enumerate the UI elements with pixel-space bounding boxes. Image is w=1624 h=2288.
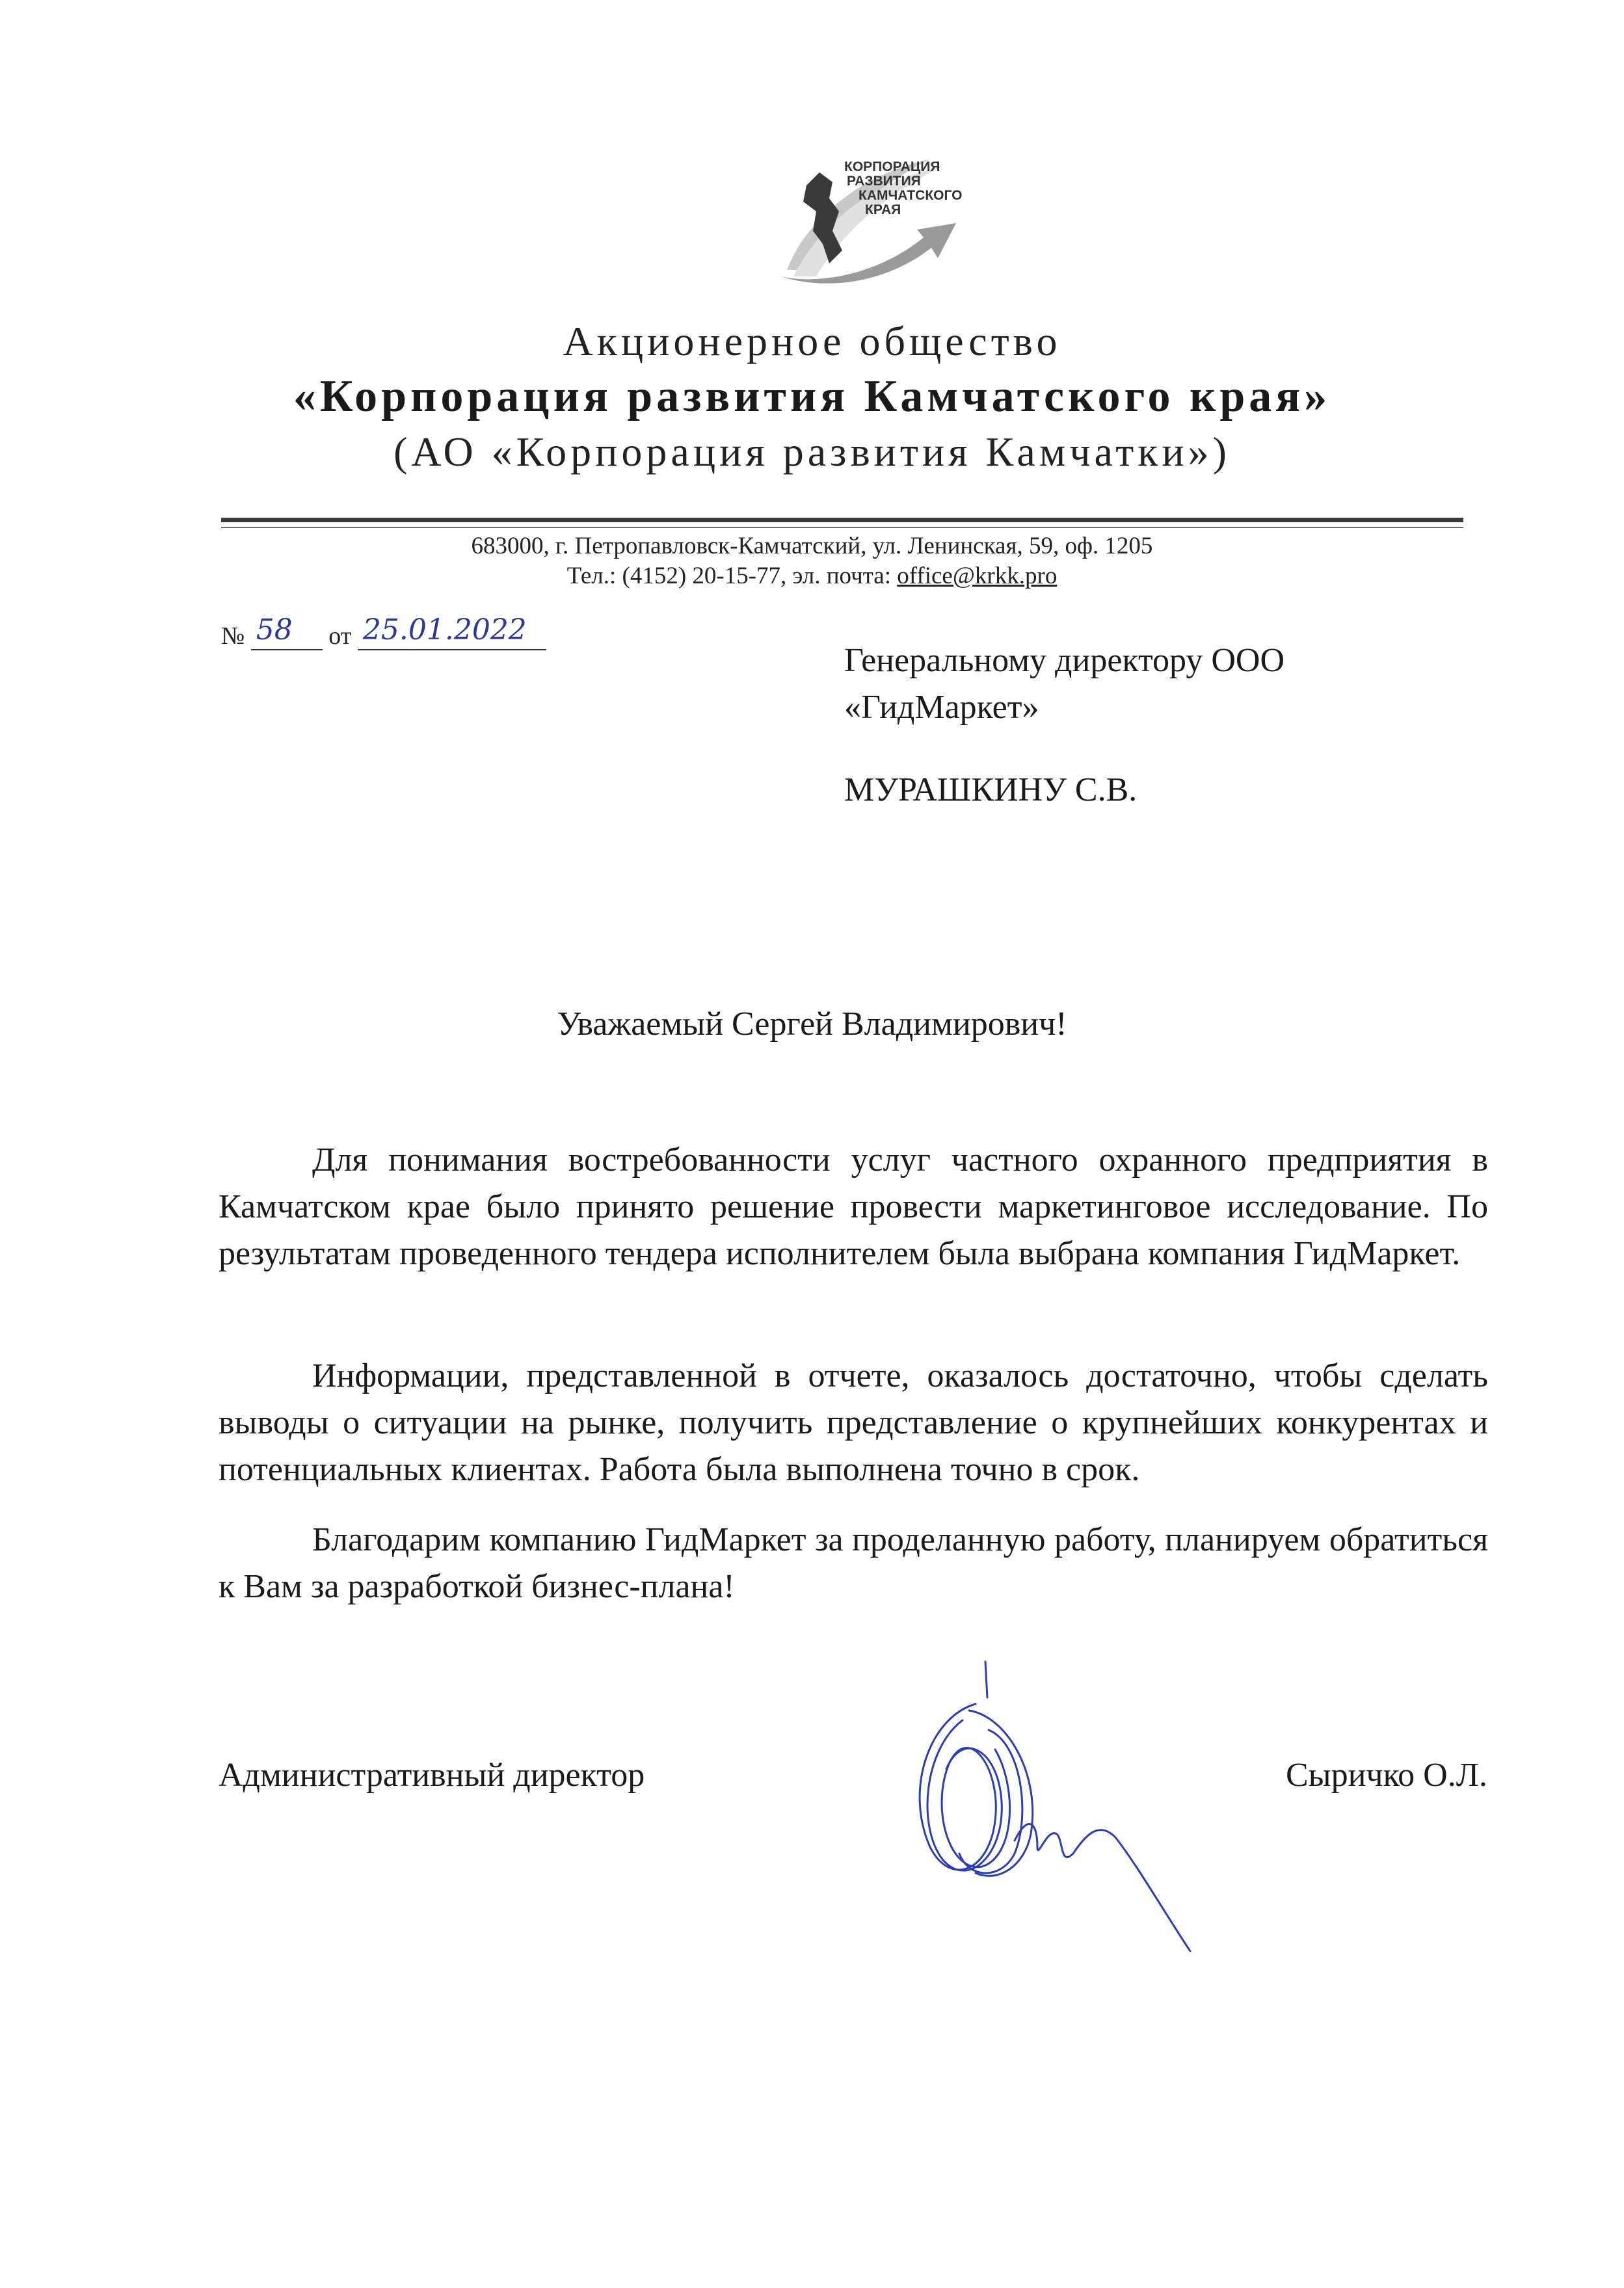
signer-title: Административный директор: [219, 1757, 645, 1794]
org-full-name: «Корпорация развития Камчатского края»: [293, 371, 1331, 421]
salutation: Уважаемый Сергей Владимирович!: [557, 1005, 1067, 1043]
email-link[interactable]: office@krkk.pro: [897, 563, 1058, 589]
addressee-line1: Генеральному директору ООО: [844, 642, 1285, 679]
kamchatka-peninsula-arrow-icon: [767, 146, 976, 296]
company-logo: [767, 146, 976, 296]
signature-image: [891, 1658, 1242, 1964]
body-paragraph: Для понимания востребованности услуг частного охранного предприятия в Камчатском крае было принято решение провести маркетинговое исследование. По результатам проведенного тендера исполнителем была выбрана компания ГидМаркет.: [219, 1141, 1488, 1272]
number-handwritten: 58: [256, 613, 293, 646]
header-divider-thin: [221, 527, 1463, 528]
signer-name: Сыричко О.Л.: [1285, 1757, 1487, 1794]
header-divider: [221, 518, 1463, 522]
addressee-position: [844, 637, 1285, 731]
phone-text: Тел.: (4152) 20-15-77, эл. почта:: [566, 563, 898, 589]
number-label: №: [221, 622, 245, 650]
logo-text-2: РАЗВИТИЯ: [847, 174, 921, 189]
number-field: [251, 613, 323, 650]
addressee-name: МУРАШКИНУ С.В.: [844, 771, 1138, 808]
org-address: 683000, г. Петропавловск-Камчатский, ул. Ленинская, 59, оф. 1205: [471, 533, 1153, 559]
date-label: от: [328, 622, 352, 650]
registration-line: [221, 613, 546, 657]
addressee-line2: «ГидМаркет»: [844, 689, 1039, 726]
logo-text-4: КРАЯ: [865, 202, 901, 217]
logo-text-3: КАМЧАТСКОГО: [859, 188, 963, 203]
org-short-name: (АО «Корпорация развития Камчатки»): [393, 429, 1231, 475]
date-handwritten: 25.01.2022: [362, 613, 527, 646]
org-contacts: [0, 562, 1624, 590]
body-paragraph: Информации, представленной в отчете, оказалось достаточно, чтобы сделать выводы о ситуации на рынке, получить представление о крупнейших конкурентах и потенциальных клиентах. Работа была выполнена точно в срок.: [219, 1357, 1488, 1488]
date-field: [358, 613, 546, 650]
body-paragraph: Благодарим компанию ГидМаркет за проделанную работу, планируем обратиться к Вам за разработкой бизнес-плана!: [219, 1521, 1488, 1605]
org-type: Акционерное общество: [563, 318, 1061, 364]
logo-text-1: КОРПОРАЦИЯ: [844, 159, 940, 174]
